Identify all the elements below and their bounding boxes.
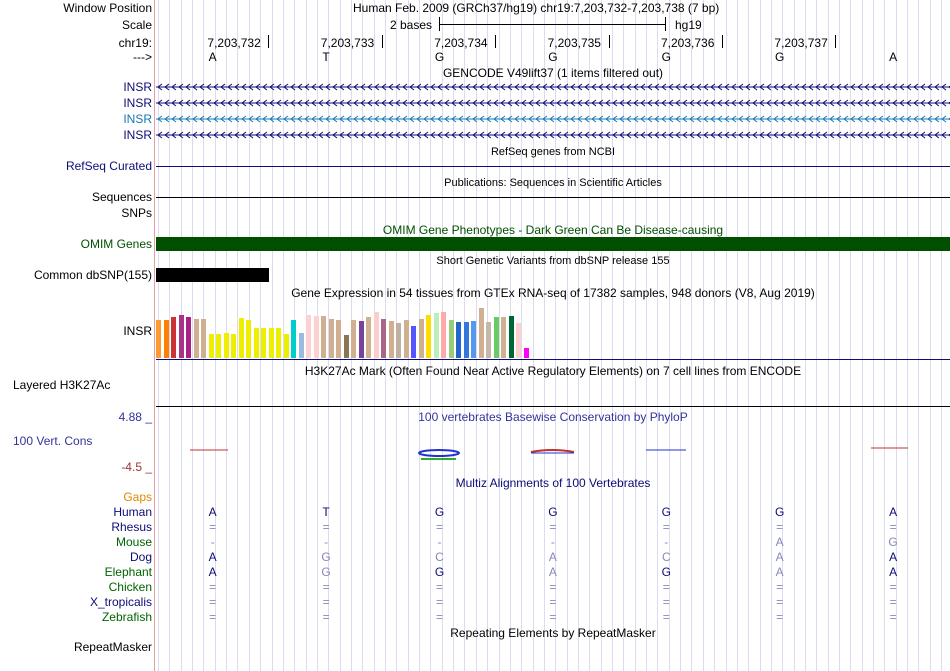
ruler-tick xyxy=(722,35,723,48)
multiz-base: = xyxy=(776,610,784,624)
multiz-base: = xyxy=(209,595,217,609)
multiz-base: - xyxy=(324,535,329,549)
gtex-tissue-bar[interactable] xyxy=(156,320,161,358)
multiz-base: G xyxy=(434,565,445,579)
multiz-base: = xyxy=(435,580,443,594)
multiz-base: C xyxy=(435,550,444,564)
gtex-title[interactable]: Gene Expression in 54 tissues from GTEx RNA-seq of 17382 samples, 948 donors (V8, Aug 2019) xyxy=(291,286,815,300)
refseq-title[interactable]: RefSeq genes from NCBI xyxy=(490,146,616,158)
multiz-base: - xyxy=(550,535,555,549)
multiz-base: = xyxy=(549,580,557,594)
multiz-base: A xyxy=(208,565,217,579)
multiz-base: A xyxy=(775,550,784,564)
multiz-base: = xyxy=(549,610,557,624)
scale-assembly: hg19 xyxy=(675,18,702,32)
ruler-position: 7,203,732 xyxy=(207,36,261,50)
multiz-base: C xyxy=(661,550,671,564)
multiz-base: A xyxy=(889,505,898,519)
multiz-base: A xyxy=(208,505,217,519)
gtex-tissue-bar[interactable] xyxy=(201,319,206,358)
gtex-tissue-bar[interactable] xyxy=(456,322,461,358)
phylop-min-label: -4.5 _ xyxy=(121,460,152,474)
multiz-base: T xyxy=(322,505,330,519)
multiz-species-label[interactable]: X_tropicalis xyxy=(89,595,152,609)
gtex-tissue-bar[interactable] xyxy=(246,320,251,358)
multiz-base: G xyxy=(661,505,671,519)
gencode-transcript[interactable] xyxy=(156,82,950,94)
gencode-gene-label-4[interactable]: INSR xyxy=(123,128,152,142)
multiz-species-label[interactable]: Dog xyxy=(129,550,152,564)
gtex-tissue-bar[interactable] xyxy=(479,308,484,358)
multiz-base: - xyxy=(664,535,669,549)
multiz-base: G xyxy=(661,565,671,579)
ruler-tick xyxy=(835,35,836,48)
gtex-gene-line xyxy=(156,359,950,360)
ruler-position: 7,203,737 xyxy=(774,36,828,50)
gencode-gene-label-1[interactable]: INSR xyxy=(123,80,152,94)
window-position-label: Window Position xyxy=(63,1,152,15)
multiz-base: A xyxy=(208,550,217,564)
repeatmasker-label[interactable]: RepeatMasker xyxy=(73,640,152,654)
gtex-tissue-bar[interactable] xyxy=(404,320,409,358)
gtex-tissue-bar[interactable] xyxy=(344,335,349,358)
gtex-tissue-bar[interactable] xyxy=(381,319,386,358)
strand-arrow-label: ---> xyxy=(133,50,152,64)
multiz-species-label[interactable]: Elephant xyxy=(104,565,152,579)
phylop-title[interactable]: 100 vertebrates Basewise Conservation by PhyloP xyxy=(418,410,688,424)
gtex-tissue-bar[interactable] xyxy=(164,320,169,358)
multiz-base: = xyxy=(889,580,897,594)
gtex-tissue-bar[interactable] xyxy=(179,315,184,358)
chrom-label: chr19: xyxy=(118,36,152,50)
gtex-tissue-bar[interactable] xyxy=(486,322,491,358)
multiz-base: = xyxy=(209,520,217,534)
gtex-tissue-bar[interactable] xyxy=(419,319,424,358)
h3k27ac-title[interactable]: H3K27Ac Mark (Often Found Near Active Regulatory Elements) on 7 cell lines from ENCODE xyxy=(304,364,802,378)
multiz-base: = xyxy=(549,595,557,609)
gtex-tissue-bar[interactable] xyxy=(359,321,364,358)
h3k27ac-baseline xyxy=(156,406,950,407)
gtex-tissue-bar[interactable] xyxy=(314,316,319,358)
gtex-tissue-bar[interactable] xyxy=(374,312,379,358)
reference-base: G xyxy=(434,50,445,64)
gtex-tissue-bar[interactable] xyxy=(254,328,259,358)
gtex-tissue-bar[interactable] xyxy=(426,315,431,358)
scale-bar-left-tick xyxy=(439,17,440,31)
scale-label: Scale xyxy=(121,18,152,32)
repeatmasker-title[interactable]: Repeating Elements by RepeatMasker xyxy=(450,626,656,640)
gtex-tissue-bar[interactable] xyxy=(471,321,476,358)
publications-title[interactable]: Publications: Sequences in Scientific Articles xyxy=(444,177,662,189)
scale-bar-right-tick xyxy=(665,17,666,31)
gencode-gene-label-2[interactable]: INSR xyxy=(123,96,152,110)
gtex-tissue-bar[interactable] xyxy=(524,348,529,358)
ruler-tick xyxy=(382,35,383,48)
refseq-label[interactable]: RefSeq Curated xyxy=(65,159,152,173)
ruler-tick xyxy=(495,35,496,48)
gencode-title[interactable]: GENCODE V49lift37 (1 items filtered out) xyxy=(442,66,664,80)
gtex-tissue-bar[interactable] xyxy=(306,315,311,358)
multiz-base: G xyxy=(321,550,331,564)
gtex-tissue-bar[interactable] xyxy=(276,328,281,358)
multiz-base: = xyxy=(662,580,670,594)
reference-base: A xyxy=(889,50,898,64)
gtex-tissue-bar[interactable] xyxy=(299,333,304,358)
track-label-column xyxy=(0,0,154,671)
multiz-base: = xyxy=(889,610,897,624)
multiz-title[interactable]: Multiz Alignments of 100 Vertebrates xyxy=(455,476,651,490)
label-divider xyxy=(154,0,155,671)
multiz-base: = xyxy=(209,610,217,624)
snps-label[interactable]: SNPs xyxy=(121,206,152,220)
reference-base: G xyxy=(775,50,785,64)
publications-line xyxy=(156,197,950,198)
gtex-tissue-bar[interactable] xyxy=(224,333,229,358)
dbsnp-title[interactable]: Short Genetic Variants from dbSNP release 155 xyxy=(436,255,670,267)
ruler-tick xyxy=(268,35,269,48)
multiz-base: = xyxy=(776,595,784,609)
multiz-base: G xyxy=(775,505,785,519)
phylop-max-label: 4.88 _ xyxy=(118,410,152,424)
multiz-base: A xyxy=(889,565,898,579)
gencode-transcript[interactable] xyxy=(156,98,950,110)
multiz-base: = xyxy=(322,520,330,534)
ruler-position: 7,203,735 xyxy=(547,36,601,50)
ruler-tick xyxy=(609,35,610,48)
multiz-base: = xyxy=(549,520,557,534)
omim-title[interactable]: OMIM Gene Phenotypes - Dark Green Can Be Disease-causing xyxy=(382,223,724,237)
dbsnp-variant-bar[interactable] xyxy=(156,268,269,282)
phylop-label[interactable]: 100 Vert. Cons xyxy=(13,434,93,448)
gtex-tissue-bar[interactable] xyxy=(501,317,506,358)
gtex-tissue-bar[interactable] xyxy=(441,312,446,358)
gtex-tissue-bar[interactable] xyxy=(186,317,191,358)
multiz-base: = xyxy=(776,520,784,534)
multiz-base: = xyxy=(322,595,330,609)
gencode-gene-label-3[interactable]: INSR xyxy=(123,112,152,126)
gtex-tissue-bar[interactable] xyxy=(216,334,221,358)
scale-bar xyxy=(439,24,665,25)
refseq-gene-line[interactable] xyxy=(156,166,950,167)
multiz-base: = xyxy=(776,580,784,594)
reference-base: G xyxy=(661,50,671,64)
multiz-base: G xyxy=(548,505,558,519)
gtex-tissue-bar[interactable] xyxy=(434,313,439,358)
multiz-species-label[interactable]: Chicken xyxy=(108,580,152,594)
multiz-species-label[interactable]: Human xyxy=(113,505,152,519)
omim-label[interactable]: OMIM Genes xyxy=(80,237,152,251)
multiz-base: = xyxy=(662,610,670,624)
multiz-base: G xyxy=(888,535,898,549)
scale-bar-text: 2 bases xyxy=(390,18,433,32)
gtex-tissue-bar[interactable] xyxy=(351,320,356,358)
sequences-label[interactable]: Sequences xyxy=(91,190,152,204)
multiz-base: = xyxy=(435,595,443,609)
multiz-base: = xyxy=(322,580,330,594)
gtex-tissue-bar[interactable] xyxy=(516,323,521,358)
gtex-tissue-bar[interactable] xyxy=(291,320,296,358)
multiz-base: A xyxy=(548,550,557,564)
gaps-label[interactable]: Gaps xyxy=(123,490,152,504)
multiz-base: G xyxy=(434,505,445,519)
gtex-tissue-bar[interactable] xyxy=(494,317,499,358)
multiz-base: = xyxy=(435,610,443,624)
gtex-tissue-bar[interactable] xyxy=(411,326,416,358)
gtex-tissue-bar[interactable] xyxy=(321,316,326,358)
multiz-species-label[interactable]: Rhesus xyxy=(111,520,152,534)
ruler-position: 7,203,734 xyxy=(434,36,488,50)
multiz-base: A xyxy=(775,565,784,579)
multiz-base: = xyxy=(889,595,897,609)
gtex-tissue-bar[interactable] xyxy=(284,334,289,358)
gtex-tissue-bar[interactable] xyxy=(194,319,199,358)
gtex-tissue-bar[interactable] xyxy=(231,334,236,358)
assembly-position: Human Feb. 2009 (GRCh37/hg19) chr19:7,203,732-7,203,738 (7 bp) xyxy=(353,1,720,15)
multiz-species-label[interactable]: Mouse xyxy=(115,535,152,549)
gtex-tissue-bar[interactable] xyxy=(509,316,514,358)
multiz-base: G xyxy=(321,565,331,579)
reference-base: A xyxy=(208,50,217,64)
multiz-base: - xyxy=(210,535,215,549)
ruler-position: 7,203,736 xyxy=(661,36,715,50)
gencode-transcript[interactable] xyxy=(156,130,950,142)
multiz-species-label[interactable]: Zebrafish xyxy=(101,610,152,624)
multiz-base: = xyxy=(322,610,330,624)
ruler-position: 7,203,733 xyxy=(320,36,375,50)
reference-base: G xyxy=(548,50,558,64)
gencode-transcript[interactable] xyxy=(156,114,950,126)
multiz-base: = xyxy=(662,520,670,534)
gtex-gene-label[interactable]: INSR xyxy=(123,324,152,338)
gtex-tissue-bar[interactable] xyxy=(269,328,274,358)
multiz-base: A xyxy=(889,550,898,564)
multiz-base: = xyxy=(889,520,897,534)
gtex-tissue-bar[interactable] xyxy=(336,320,341,358)
gtex-tissue-bar[interactable] xyxy=(261,328,266,358)
multiz-base: A xyxy=(548,565,557,579)
multiz-base: A xyxy=(775,535,784,549)
multiz-base: - xyxy=(437,535,442,549)
gtex-tissue-bar[interactable] xyxy=(464,322,469,358)
reference-base: T xyxy=(322,50,330,64)
gtex-tissue-bar[interactable] xyxy=(239,318,244,358)
gtex-tissue-bar[interactable] xyxy=(389,321,394,358)
h3k27ac-label[interactable]: Layered H3K27Ac xyxy=(13,378,111,392)
multiz-base: = xyxy=(435,520,443,534)
gtex-tissue-bar[interactable] xyxy=(329,319,334,358)
gtex-tissue-bar[interactable] xyxy=(366,317,371,358)
multiz-base: = xyxy=(209,580,217,594)
gtex-tissue-bar[interactable] xyxy=(396,323,401,358)
multiz-base: = xyxy=(662,595,670,609)
gtex-tissue-bar[interactable] xyxy=(209,334,214,358)
gtex-expression-bars[interactable] xyxy=(156,303,536,358)
omim-gene-bar[interactable] xyxy=(156,237,950,251)
gtex-tissue-bar[interactable] xyxy=(449,320,454,358)
dbsnp-label[interactable]: Common dbSNP(155) xyxy=(33,268,152,282)
gtex-tissue-bar[interactable] xyxy=(171,317,176,358)
phylop-signal[interactable] xyxy=(156,440,950,465)
